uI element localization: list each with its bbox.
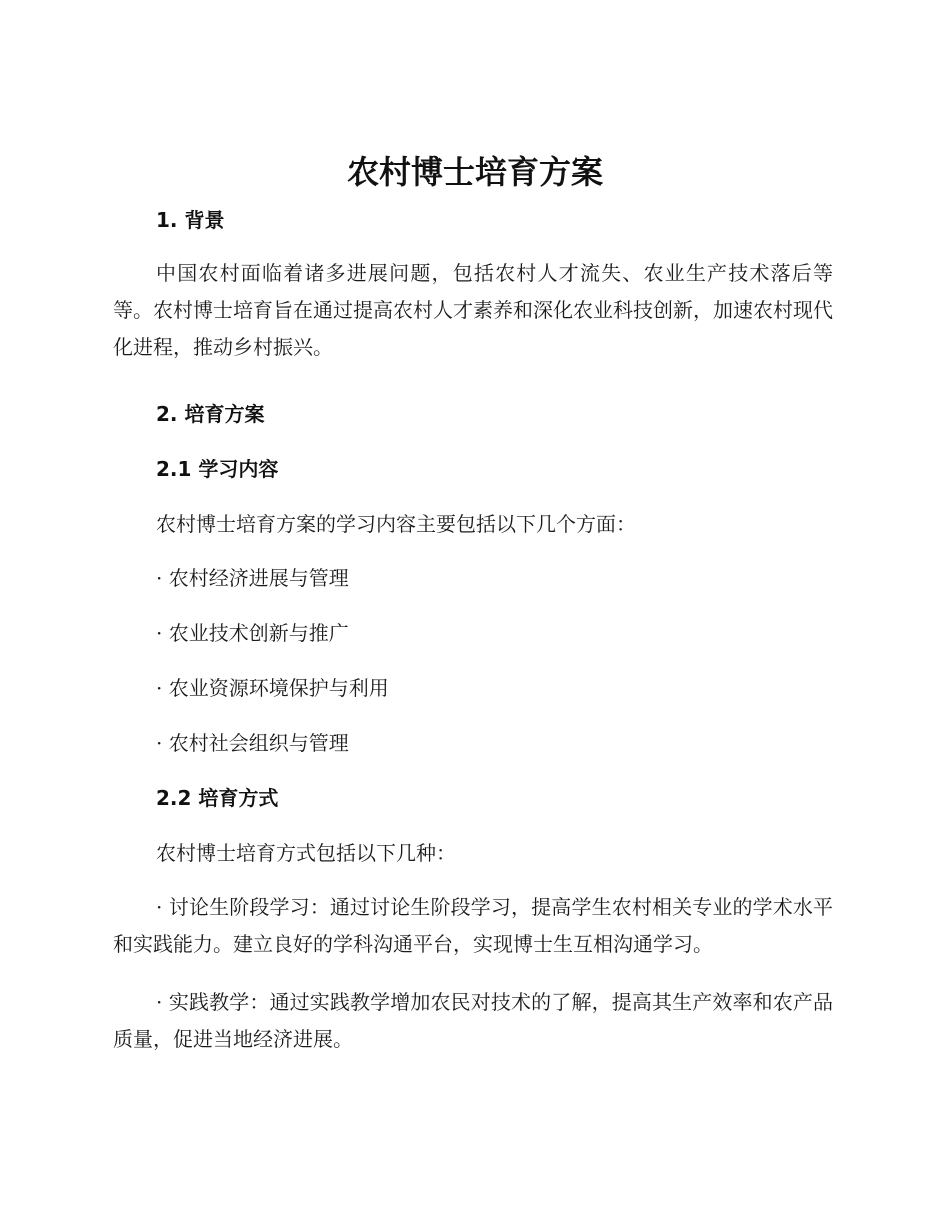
section-heading-background: 1. 背景 bbox=[156, 208, 225, 232]
section-heading-plan: 2. 培育方案 bbox=[156, 402, 265, 426]
subsection-heading-study: 2.1 学习内容 bbox=[156, 457, 279, 481]
document-title: 农村博士培育方案 bbox=[346, 153, 603, 191]
study-list-item: · 农村经济进展与管理 bbox=[156, 566, 349, 590]
study-list-item: · 农业资源环境保护与利用 bbox=[156, 676, 389, 700]
method-intro: 农村博士培育方式包括以下几种： bbox=[156, 841, 456, 865]
subsection-heading-method: 2.2 培育方式 bbox=[156, 786, 279, 810]
background-paragraph: 中国农村面临着诸多进展问题，包括农村人才流失、农业生产技术落后等等。农村博士培育旨在通过提高农村人才素养和深化农业科技创新，加速农村现代化进程，推动乡村振兴。 bbox=[113, 261, 833, 359]
study-list-item: · 农村社会组织与管理 bbox=[156, 731, 349, 755]
method-list-item: · 讨论生阶段学习：通过讨论生阶段学习，提高学生农村相关专业的学术水平和实践能力。建立良好的学科沟通平台，实现博士生互相沟通学习。 bbox=[113, 895, 833, 956]
study-intro: 农村博士培育方案的学习内容主要包括以下几个方面： bbox=[156, 512, 636, 536]
study-list-item: · 农业技术创新与推广 bbox=[156, 621, 349, 645]
method-list-item: · 实践教学：通过实践教学增加农民对技术的了解，提高其生产效率和农产品质量，促进当地经济进展。 bbox=[113, 990, 833, 1051]
